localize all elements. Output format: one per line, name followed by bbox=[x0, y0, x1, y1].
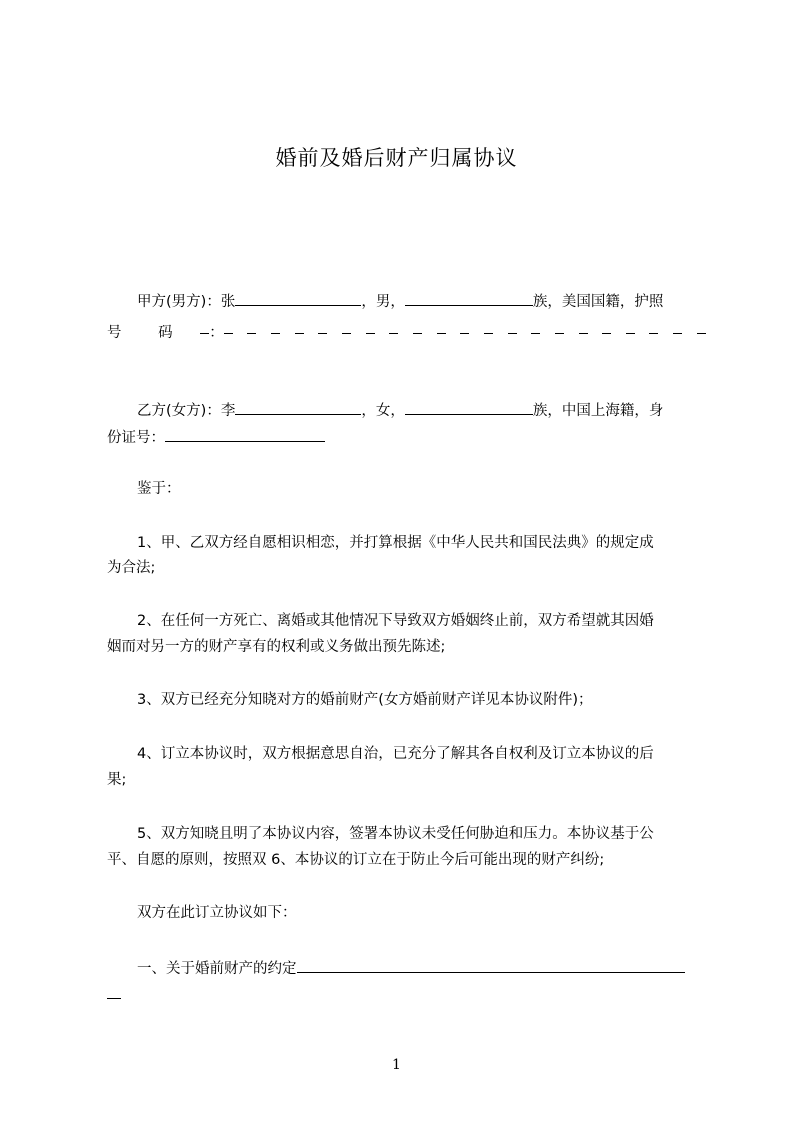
clause-1-line-2: 为合法; bbox=[107, 560, 156, 576]
clause-4-line-1: 4、订立本协议时，双方根据意思自治，已充分了解其各自权利及订立本协议的后 bbox=[137, 746, 654, 762]
agreement-intro: 双方在此订立协议如下： bbox=[137, 905, 297, 921]
party-a-line bbox=[137, 291, 663, 311]
clause-4-line-2: 果; bbox=[107, 772, 127, 788]
party-a-id-label: 号 码 ： bbox=[107, 325, 240, 341]
clause-3-line-1: 3、双方已经充分知晓对方的婚前财产(女方婚前财产详见本协议附件)； bbox=[137, 692, 593, 708]
party-b-id-line bbox=[107, 427, 325, 447]
section-1-heading: 一、关于婚前财产的约定 bbox=[137, 961, 297, 977]
party-a-passport-blank bbox=[200, 325, 706, 334]
page-number: 1 bbox=[392, 1057, 401, 1073]
clause-1-line-1: 1、甲、乙双方经自愿相识相恋，并打算根据《中华人民共和国民法典》的规定成 bbox=[137, 535, 654, 551]
party-b-nationality: 族，中国上海籍，身 bbox=[532, 403, 664, 419]
clause-2-line-1: 2、在任何一方死亡、离婚或其他情况下导致双方婚姻终止前，双方希望就其因婚 bbox=[137, 613, 654, 629]
party-b-name-blank bbox=[235, 400, 361, 415]
party-b-gender: ，女， bbox=[361, 403, 405, 419]
party-a-gender: ，男， bbox=[361, 294, 405, 310]
section-1-heading-line bbox=[137, 958, 685, 978]
party-b-id-blank bbox=[165, 427, 325, 442]
party-a-name-blank bbox=[235, 291, 361, 306]
section-1-blank bbox=[297, 958, 685, 973]
clause-5-line-1: 5、双方知晓且明了本协议内容，签署本协议未受任何胁迫和压力。本协议基于公 bbox=[137, 826, 654, 842]
party-a-ethnicity-blank bbox=[405, 291, 533, 306]
clause-5-line-2: 平、自愿的原则，按照双 6、本协议的订立在于防止今后可能出现的财产纠纷; bbox=[107, 852, 605, 868]
section-1-blank-continued bbox=[107, 984, 121, 1004]
party-a-label: 甲方(男方)：张 bbox=[137, 294, 236, 310]
party-b-label: 乙方(女方)：李 bbox=[137, 403, 236, 419]
party-b-id-label: 份证号： bbox=[107, 430, 165, 446]
party-b-ethnicity-blank bbox=[405, 400, 533, 415]
party-a-nationality: 族，美国国籍，护照 bbox=[532, 294, 664, 310]
party-b-line bbox=[137, 400, 663, 420]
whereas-heading: 鉴于： bbox=[137, 481, 181, 497]
document-title: 婚前及婚后财产归属协议 bbox=[275, 146, 518, 170]
clause-2-line-2: 姻而对另一方的财产享有的权利或义务做出预先陈述; bbox=[107, 639, 446, 655]
